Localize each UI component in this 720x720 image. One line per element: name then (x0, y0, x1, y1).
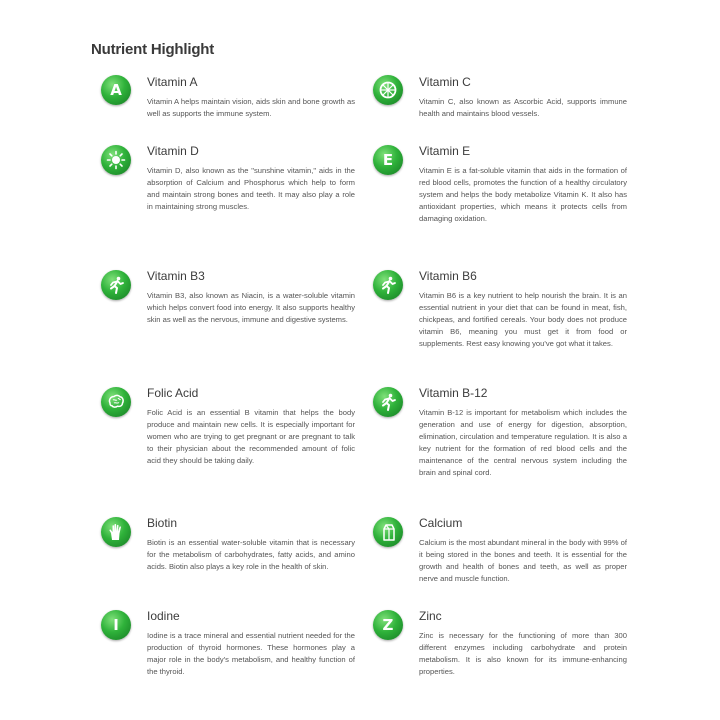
nutrient-name: Iodine (147, 609, 180, 623)
nutrient-name: Zinc (419, 609, 442, 623)
nutrient-name: Vitamin B-12 (419, 386, 488, 400)
sun-icon (101, 145, 131, 175)
nutrient-description: Vitamin D, also known as the "sunshine vitamin," aids in the absorption of Calcium and Phosphorus which help to form and maintain strong bones and teeth. It may also play a role in maintaining strong muscles. (147, 166, 355, 211)
nutrient-description: Vitamin B3, also known as Niacin, is a water-soluble vitamin which helps convert food into energy. It also supports healthy skin as well as the nervous, immune and digestive systems. (147, 291, 355, 324)
nutrient-name: Calcium (419, 516, 463, 530)
nutrient-name: Vitamin E (419, 144, 471, 158)
hand-icon (101, 517, 131, 547)
runner-icon (373, 387, 403, 417)
nutrient-description: Folic Acid is an essential B vitamin that helps the body produce and maintain new cells. It is especially important for women who are trying to get pregnant or are pregnant to talk to their physician about the recommended amount of folic acid they should be taking daily. (147, 408, 355, 465)
runner-icon (101, 270, 131, 300)
letter-a-icon: A (101, 75, 131, 105)
nutrient-name: Vitamin B6 (419, 269, 477, 283)
nutrient-description: Vitamin B-12 is important for metabolism which includes the generation and use of energy for digestion, absorption, elimination, circulation and temperature regulation. It is also a key nutrient for the formation of red blood cells and the maintenance of the central nervous system including the brain and spinal cord. (419, 408, 627, 477)
runner-icon (373, 270, 403, 300)
nutrient-name: Folic Acid (147, 386, 199, 400)
letter-e-icon: E (373, 145, 403, 175)
nutrient-name: Vitamin B3 (147, 269, 205, 283)
nutrient-description: Vitamin B6 is a key nutrient to help nourish the brain. It is an essential nutrient in your diet that can be found in meat, fish, chickpeas, and fortified cereals. Your body does not produce vitamin B6, meaning you must get it from food or supplements. Rest easy knowing you've got what it takes. (419, 291, 627, 348)
nutrient-description: Calcium is the most abundant mineral in the body with 99% of it being stored in the bones and teeth. It is essential for the growth and health of bones and teeth, as well as proper nerve and muscle function. (419, 538, 627, 583)
nutrient-description: Vitamin E is a fat-soluble vitamin that aids in the formation of red blood cells, promotes the function of a healthy circulatory system and helps the body metabolize Vitamin K. It also has antioxidant properties, which means it protects cells from damaging oxidation. (419, 166, 627, 223)
nutrient-name: Vitamin C (419, 75, 471, 89)
nutrient-name: Vitamin A (147, 75, 198, 89)
nutrient-description: Biotin is an essential water-soluble vitamin that is necessary for the metabolism of carbohydrates, fatty acids, and amino acids. Biotin also plays a key role in the health of skin. (147, 538, 355, 571)
citrus-slice-icon (373, 75, 403, 105)
letter-i-icon: I (101, 610, 131, 640)
page-title: Nutrient Highlight (91, 41, 215, 58)
nutrient-description: Vitamin A helps maintain vision, aids skin and bone growth as well as supports the immune system. (147, 97, 355, 118)
milk-carton-icon (373, 517, 403, 547)
nutrient-description: Zinc is necessary for the functioning of more than 300 different enzymes including carbohydrate and protein metabolism. It is also known for its immune-enhancing properties. (419, 631, 627, 676)
nutrient-description: Vitamin C, also known as Ascorbic Acid, supports immune health and maintains blood vessels. (419, 97, 627, 118)
nutrient-description: Iodine is a trace mineral and essential nutrient needed for the production of thyroid hormones. These hormones play a major role in the body's metabolism, and healthy function of the thyroid. (147, 631, 355, 676)
nutrient-name: Biotin (147, 516, 178, 530)
nutrient-name: Vitamin D (147, 144, 199, 158)
letter-z-icon: Z (373, 610, 403, 640)
brain-icon (101, 387, 131, 417)
